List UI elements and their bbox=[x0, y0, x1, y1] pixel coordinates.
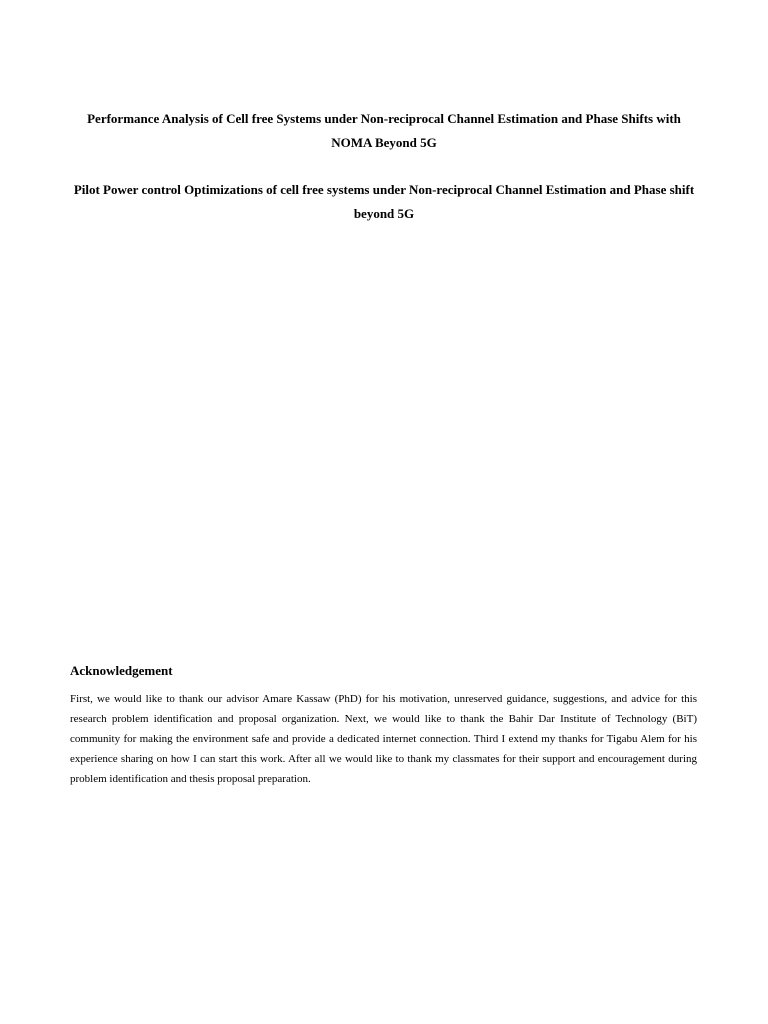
acknowledgement-paragraph: First, we would like to thank our advisor Amare Kassaw (PhD) for his motivation, unreserved guidance, suggestions, and advice for this research problem identification and proposal organization. Next, we would like to thank the Bahir Dar Institute of Technology (BiT) community for making the environment safe and provide a dedicated internet connection. Third I extend my thanks for Tigabu Alem for his experience sharing on how I can start this work. After all we would like to thank my classmates for their support and encouragement during problem identification and thesis proposal preparation. bbox=[70, 693, 697, 785]
document-title-secondary: Pilot Power control Optimizations of cell free systems under Non-reciprocal Channel Estimation and Phase shift beyond 5G bbox=[73, 182, 695, 221]
acknowledgement-heading: Acknowledgement bbox=[70, 663, 173, 678]
document-title-primary: Performance Analysis of Cell free Systems under Non-reciprocal Channel Estimation and Phase Shifts with NOMA Beyond 5G bbox=[87, 111, 681, 150]
